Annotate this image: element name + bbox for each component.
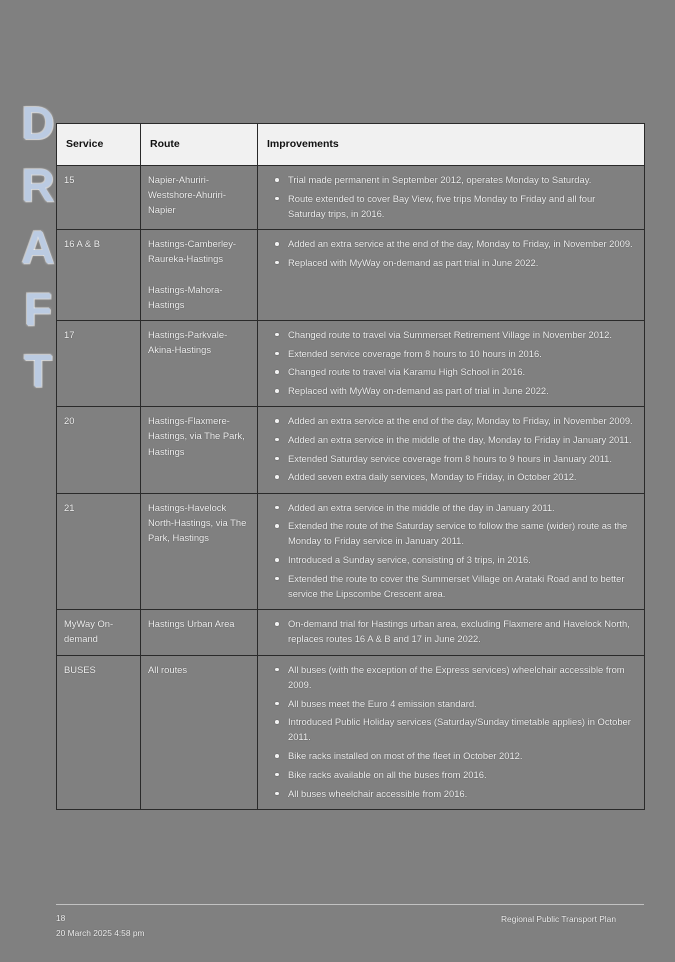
table-row (57, 493, 645, 610)
improvement-item: Extended service coverage from 8 hours to 10 hours in 2016. (288, 346, 637, 361)
improvement-item: Extended Saturday service coverage from 8 hours to 9 hours in January 2011. (288, 451, 637, 466)
cell-improvements (258, 320, 645, 406)
cell-route (141, 655, 258, 809)
table-row (57, 166, 645, 230)
route-line: Hastings-Havelock North-Hastings, via The Park, Hastings (148, 501, 247, 543)
column-header-service: Service (57, 124, 141, 166)
cell-service: 15 (57, 166, 141, 230)
improvements-list (265, 616, 637, 646)
table-header-row (57, 124, 645, 166)
route-line: Hastings-Camberley-Raureka-Hastings (148, 238, 237, 265)
cell-route (141, 610, 258, 655)
route-line: All routes (148, 663, 188, 675)
improvement-item: Replaced with MyWay on-demand as part of trial in June 2022. (288, 383, 637, 398)
improvement-item: Added an extra service at the end of the day, Monday to Friday, in November 2009. (288, 413, 637, 428)
cell-improvements (258, 166, 645, 230)
footer-row (56, 911, 644, 941)
cell-service: 21 (57, 493, 141, 610)
improvement-item: Added seven extra daily services, Monday to Friday, in October 2012. (288, 469, 637, 484)
improvement-item: Added an extra service in the middle of the day, Monday to Friday in January 2011. (288, 432, 637, 447)
watermark-letter-f: F (23, 283, 53, 335)
improvement-item: Bike racks installed on most of the fleet in October 2012. (288, 748, 637, 763)
cell-service: 16 A & B (57, 230, 141, 321)
route-line: Hastings Urban Area (148, 618, 235, 630)
watermark-letter-r: R (21, 159, 55, 211)
improvement-item: Added an extra service in the middle of the day in January 2011. (288, 500, 637, 515)
route-line: Hastings-Parkvale-Akina-Hastings (148, 328, 228, 356)
table-row (57, 610, 645, 655)
improvement-item: Route extended to cover Bay View, five trips Monday to Friday and all four Saturday trips, in 2016. (288, 191, 637, 221)
cell-route (141, 230, 258, 321)
table-body (57, 166, 645, 810)
improvement-item: Extended the route to cover the Summerset Village on Arataki Road and to better service the Lipscombe Crescent area. (288, 571, 637, 601)
improvements-table-container (56, 123, 644, 810)
improvement-item: Added an extra service at the end of the day, Monday to Friday, in November 2009. (288, 236, 637, 251)
footer-left (56, 911, 144, 941)
improvements-list (265, 662, 637, 801)
table-row (57, 230, 645, 321)
improvements-list (265, 172, 637, 221)
footer-document-title: Regional Public Transport Plan (501, 914, 616, 924)
improvement-item: Changed route to travel via Karamu High School in 2016. (288, 364, 637, 379)
improvements-list (265, 500, 637, 602)
cell-service: 17 (57, 320, 141, 406)
footer-page-number: 18 (56, 913, 66, 923)
improvement-item: Extended the route of the Saturday service to follow the same (wider) route as the Monday to Friday service in January 2011. (288, 518, 637, 548)
improvement-item: Introduced Public Holiday services (Saturday/Sunday timetable applies) in October 2011. (288, 714, 637, 744)
cell-service: 20 (57, 407, 141, 493)
improvement-item: Bike racks available on all the buses from 2016. (288, 767, 637, 782)
improvements-list (265, 327, 637, 398)
improvement-item: Trial made permanent in September 2012, operates Monday to Saturday. (288, 172, 637, 187)
cell-improvements (258, 230, 645, 321)
watermark-letter-t: T (23, 345, 53, 397)
table-header (57, 124, 645, 166)
route-line: Hastings-Mahora-Hastings (148, 283, 223, 310)
improvement-item: On-demand trial for Hastings urban area, excluding Flaxmere and Havelock North, replaces routes 16 A & B and 17 in June 2022. (288, 616, 637, 646)
service-improvements-table (56, 123, 645, 810)
route-line-gap (148, 267, 250, 282)
improvement-item: Replaced with MyWay on-demand as part trial in June 2022. (288, 255, 637, 270)
cell-route (141, 493, 258, 610)
cell-improvements (258, 407, 645, 493)
improvements-list (265, 236, 637, 270)
cell-route (141, 166, 258, 230)
cell-route (141, 407, 258, 493)
improvement-item: Introduced a Sunday service, consisting of 3 trips, in 2016. (288, 552, 637, 567)
footer-date: 20 March 2025 4:58 pm (56, 928, 145, 938)
route-line: Napier-Ahuriri-Westshore-Ahuriri-Napier (148, 174, 226, 216)
watermark-letter-d: D (21, 97, 55, 149)
draft-watermark (14, 92, 62, 402)
improvement-item: All buses meet the Euro 4 emission standard. (288, 696, 637, 711)
page-footer (56, 904, 644, 941)
table-row (57, 320, 645, 406)
watermark-letter-a: A (21, 221, 55, 273)
column-header-improvements: Improvements (258, 124, 645, 166)
improvement-item: Changed route to travel via Summerset Retirement Village in November 2012. (288, 327, 637, 342)
improvements-list (265, 413, 637, 484)
table-row (57, 655, 645, 809)
cell-service: BUSES (57, 655, 141, 809)
cell-route (141, 320, 258, 406)
improvement-item: All buses wheelchair accessible from 2016. (288, 786, 637, 801)
route-line: Hastings-Flaxmere-Hastings, via The Park, Hastings (148, 415, 245, 457)
column-header-route: Route (141, 124, 258, 166)
cell-improvements (258, 610, 645, 655)
improvement-item: All buses (with the exception of the Express services) wheelchair accessible from 2009. (288, 662, 637, 692)
cell-improvements (258, 493, 645, 610)
cell-improvements (258, 655, 645, 809)
footer-divider (56, 904, 644, 905)
table-row (57, 407, 645, 493)
cell-service: MyWay On-demand (57, 610, 141, 655)
